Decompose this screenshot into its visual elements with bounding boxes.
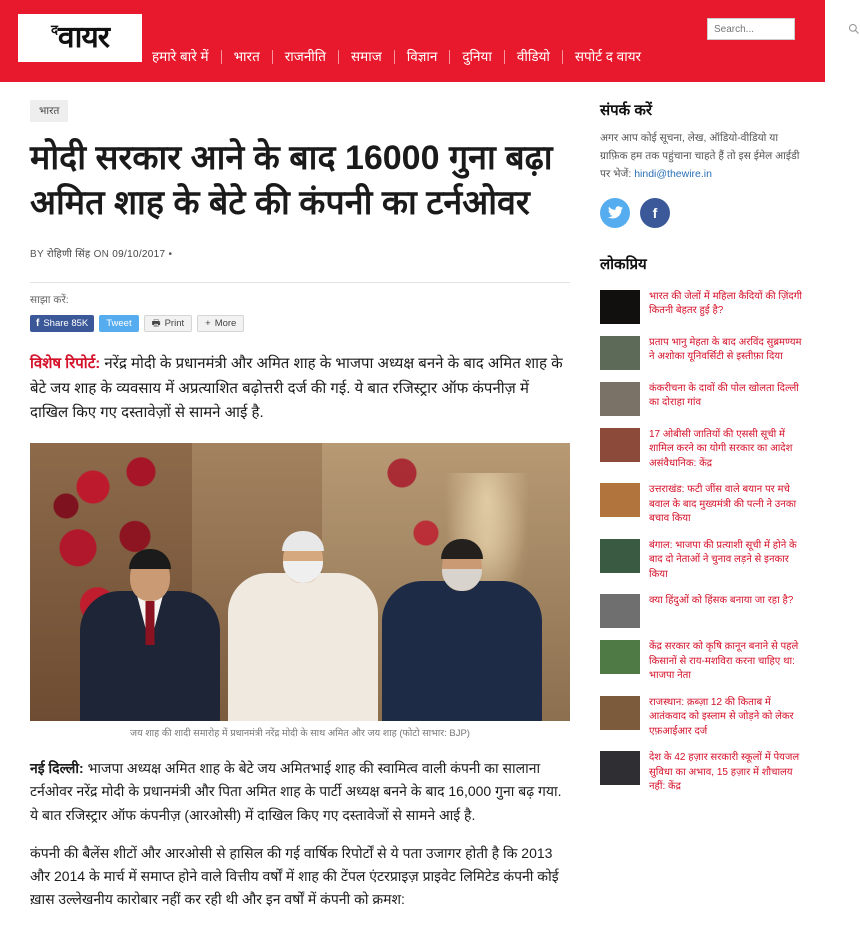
- list-item[interactable]: [600, 477, 807, 533]
- logo-text: [51, 23, 109, 53]
- photo-caption: जय शाह की शादी समारोह में प्रधानमंत्री नरेंद्र मोदी के साथ अमित और जय शाह (फोटो साभार: BJP): [130, 728, 470, 740]
- twitter-bird-glyph: [608, 206, 623, 219]
- popular-thumbnail: [600, 640, 640, 674]
- facebook-glyph: f: [652, 204, 658, 221]
- popular-heading: लोकप्रिय: [600, 255, 647, 273]
- plus-icon: +: [205, 318, 211, 330]
- popular-thumbnail: [600, 594, 640, 628]
- list-item[interactable]: [600, 745, 807, 801]
- list-item[interactable]: [600, 330, 807, 376]
- article-lede: [30, 352, 570, 425]
- nav-item-world[interactable]: दुनिया: [450, 50, 504, 64]
- print-icon: 🖶: [151, 317, 161, 329]
- photo-person-center: [228, 531, 378, 721]
- share-facebook-button[interactable]: [30, 315, 94, 332]
- main-nav: [152, 46, 653, 68]
- popular-thumbnail: [600, 290, 640, 324]
- sidebar: [600, 82, 825, 926]
- list-item[interactable]: [600, 284, 807, 330]
- search-icon[interactable]: [848, 23, 860, 35]
- share-print-label: Print: [164, 318, 185, 330]
- list-item[interactable]: [600, 634, 807, 690]
- lede-text: नरेंद्र मोदी के प्रधानमंत्री और अमित शाह के भाजपा अध्यक्ष बनने के बाद अमित शाह के बेटे जय शाह के व्यवसाय में अप्रत्याशित बढ़ोत्तरी दर्ज की गई. ये बात रजिस्ट्रार ऑफ कंपनीज़ में दाखिल किए गए दस्तावेज़ों से सामने आई है.: [30, 355, 563, 422]
- nav-item-bharat[interactable]: भारत: [222, 50, 273, 64]
- byline: [30, 246, 570, 260]
- nav-item-about[interactable]: हमारे बारे में: [152, 50, 222, 64]
- nav-item-politics[interactable]: राजनीति: [273, 50, 339, 64]
- person-left-hair: [129, 549, 171, 569]
- popular-thumbnail: [600, 428, 640, 462]
- person-left-tie: [146, 601, 155, 645]
- popular-thumbnail: [600, 696, 640, 730]
- article-column: [0, 82, 600, 926]
- list-item[interactable]: [600, 690, 807, 746]
- byline-dot: •: [168, 249, 173, 261]
- page-title: मोदी सरकार आने के बाद 16000 गुना बढ़ा अमित शाह के बेटे की कंपनी का टर्नओवर: [30, 139, 553, 223]
- nav-item-support[interactable]: सपोर्ट द वायर: [574, 49, 642, 64]
- lede-label: विशेष रिपोर्ट:: [30, 355, 101, 373]
- person-right-jacket: [382, 581, 542, 721]
- person-center-kurta: [228, 573, 378, 721]
- popular-title: क्या हिंदुओं को हिंसक बनाया जा रहा है?: [649, 595, 794, 607]
- contact-email-link[interactable]: hindi@thewire.in: [634, 167, 712, 180]
- popular-title: देश के 42 हज़ार सरकारी स्कूलों में पेयजल सुविधा का अभाव, 15 हज़ार में शौचालय नहीं: केंद्र: [649, 752, 800, 793]
- popular-title: 17 ओबीसी जातियों की एससी सूची में शामिल करने का योगी सरकार का आदेश असंवैधानिक: केंद्र: [649, 428, 793, 469]
- article-paragraph-2: कंपनी की बैलेंस शीटों और आरओसी से हासिल की गई वार्षिक रिपोर्टों से ये पता उजागर होती है कि 2013 और 2014 के मार्च में समाप्त होने वाले वित्तीय वर्षों में शाह की टेंपल एंटरप्राइज़ प्राइवेट लिमिटेड कंपनी कोई ख़ास उल्लेखनीय कारोबार नहीं कर रही थी और इन वर्षों में कंपनी को क्रमश:: [30, 844, 559, 907]
- search-input[interactable]: [712, 23, 848, 36]
- paragraph-1-text: भाजपा अध्यक्ष अमित शाह के बेटे जय अमितभाई शाह की स्वामित्व वाली कंपनी का सालाना टर्नओवर नरेंद्र मोदी के प्रधानमंत्री और पिता अमित शाह के पार्टी अध्यक्ष बनने के बाद 16,000 गुना बढ़ गया. ये बात रजिस्ट्रार ऑफ कंपनीज़ (आरओसी) में दाखिल किए गए दस्तावेजों से सामने आई है.: [30, 760, 562, 823]
- nav-item-society[interactable]: समाज: [339, 50, 395, 64]
- person-center-hair: [282, 531, 324, 551]
- popular-thumbnail: [600, 483, 640, 517]
- popular-thumbnail: [600, 751, 640, 785]
- person-right-hair: [441, 539, 483, 559]
- contact-description: अगर आप कोई सूचना, लेख, ऑडियो-वीडियो या ग्राफ़िक हम तक पहुंचाना चाहते हैं तो इस ईमेल आईडी पर भेजें:: [600, 132, 800, 180]
- contact-heading: संपर्क करें: [600, 102, 653, 119]
- twitter-icon[interactable]: [600, 198, 630, 228]
- article-photo: [30, 443, 570, 721]
- divider: [30, 282, 570, 283]
- contact-text: [600, 130, 807, 184]
- byline-on: ON: [93, 249, 110, 261]
- popular-title: बंगाल: भाजपा की प्रत्याशी सूची में होने के बाद दो नेताओं ने चुनाव लड़ने से इनकार किया: [649, 539, 797, 580]
- share-more-label: More: [214, 318, 237, 330]
- search-box[interactable]: [707, 18, 795, 40]
- share-more-button[interactable]: [197, 315, 244, 332]
- share-label: साझा करें:: [30, 294, 69, 307]
- nav-item-science[interactable]: विज्ञान: [395, 50, 451, 64]
- popular-thumbnail: [600, 336, 640, 370]
- popular-thumbnail: [600, 382, 640, 416]
- popular-title: केंद्र सरकार को कृषि क़ानून बनाने से पहले किसानों से राय-मशविरा करना चाहिए था: भाजपा नेता: [649, 641, 799, 682]
- byline-prefix: BY: [30, 249, 44, 261]
- list-item[interactable]: [600, 376, 807, 422]
- list-item[interactable]: [600, 422, 807, 478]
- list-item[interactable]: [600, 588, 807, 634]
- share-twitter-label: Tweet: [106, 318, 132, 330]
- popular-title: राजस्थान: क़ब्ज़ा 12 की किताब में आतंकवाद को इस्लाम से जोड़ने को लेकर एफ़आईआर दर्ज: [649, 696, 794, 737]
- popular-title: कंकरीचना के दावों की पोल खोलता दिल्ली का दोराहा गांव: [649, 382, 799, 409]
- paragraph-1-dateline: नई दिल्ली:: [30, 760, 84, 777]
- popular-title: प्रताप भानु मेहता के बाद अरविंद सुब्रमण्यम ने अशोका यूनिवर्सिटी से इस्तीफ़ा दिया: [649, 336, 802, 363]
- article-category-badge[interactable]: भारत: [30, 100, 68, 122]
- site-header: [0, 0, 825, 82]
- photo-person-left: [80, 549, 220, 721]
- list-item[interactable]: [600, 533, 807, 589]
- nav-item-video[interactable]: वीडियो: [505, 50, 563, 64]
- share-print-button[interactable]: [144, 315, 193, 332]
- social-links: [600, 198, 807, 228]
- byline-date: 09/10/2017: [112, 249, 166, 261]
- byline-author[interactable]: रोहिणी सिंह: [46, 249, 91, 261]
- site-logo[interactable]: [18, 14, 142, 62]
- popular-thumbnail: [600, 539, 640, 573]
- share-twitter-button[interactable]: [99, 315, 138, 332]
- facebook-icon[interactable]: [640, 198, 670, 228]
- content-wrap: [0, 82, 825, 926]
- popular-title: भारत की जेलों में महिला कैदियों की ज़िंदगी कितनी बेहतर हुई है?: [649, 290, 802, 317]
- logo-main-text: वायर: [57, 21, 110, 54]
- logo-small-text: द: [50, 22, 57, 37]
- article-paragraph-1: [30, 757, 570, 826]
- photo-person-right: [382, 539, 542, 721]
- facebook-icon: f: [36, 318, 40, 330]
- article-figure: [30, 443, 570, 753]
- share-buttons: [30, 315, 570, 332]
- share-facebook-label: Share 85K: [43, 318, 89, 330]
- popular-title: उत्तराखंड: फटी जींस वाले बयान पर मचे बवाल के बाद मुख्यमंत्री की पत्नी ने उनका बचाव किया: [649, 484, 797, 525]
